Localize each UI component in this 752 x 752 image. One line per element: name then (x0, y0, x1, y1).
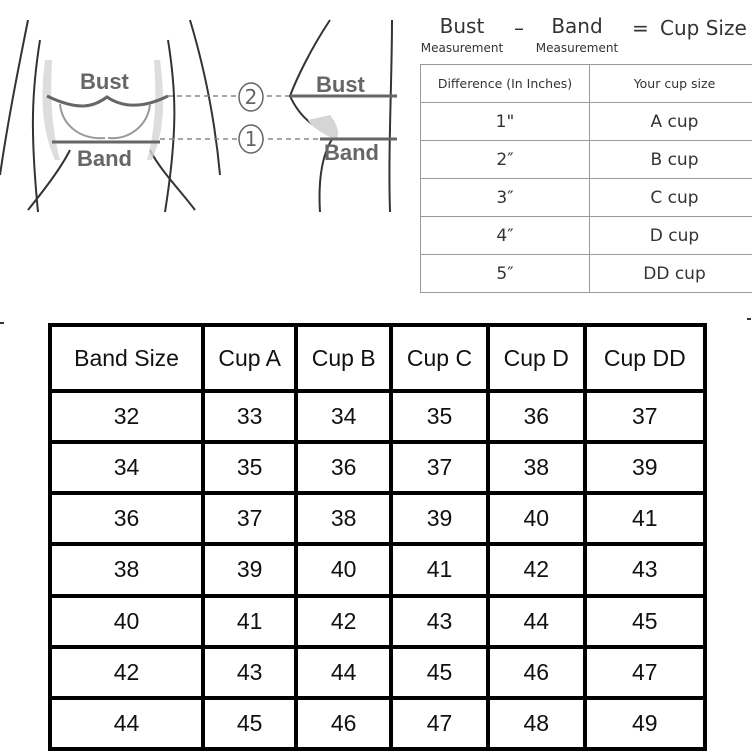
bust-cell: 42 (490, 546, 583, 593)
size-chart-row (52, 546, 703, 593)
band-size-cell: 40 (52, 598, 201, 645)
cup-cell: A cup (590, 103, 752, 141)
side-bust-label: Bust (316, 72, 365, 97)
formula-band (530, 14, 624, 55)
bust-cell: 46 (298, 700, 389, 747)
measurement-illustration (0, 0, 400, 215)
svg-text:2: 2 (244, 85, 258, 109)
formula-band-sub: Measurement (535, 41, 619, 55)
band-size-cell: 38 (52, 546, 201, 593)
bust-cell: 35 (205, 444, 294, 491)
cup-cell: DD cup (590, 255, 752, 293)
bust-cell: 41 (587, 495, 703, 542)
band-size-cell: 34 (52, 444, 201, 491)
bust-cell: 46 (490, 649, 583, 696)
bust-cell: 43 (393, 598, 486, 645)
size-chart-table (48, 323, 707, 751)
svg-text:1: 1 (244, 127, 258, 151)
difference-cell: 5″ (421, 255, 590, 293)
bust-cell: 42 (298, 598, 389, 645)
bust-cell: 39 (205, 546, 294, 593)
header-cup-c: Cup C (393, 327, 486, 389)
formula-bust-label: Bust (439, 14, 485, 38)
bust-cell: 39 (393, 495, 486, 542)
bust-cell: 37 (393, 444, 486, 491)
bust-cell: 38 (298, 495, 389, 542)
difference-row (421, 103, 752, 141)
left-edge-divider (0, 322, 4, 324)
bust-cell: 40 (298, 546, 389, 593)
bust-cell: 47 (393, 700, 486, 747)
bust-cell: 48 (490, 700, 583, 747)
size-chart-row (52, 649, 703, 696)
size-chart-row (52, 598, 703, 645)
band-size-cell: 42 (52, 649, 201, 696)
size-chart-row (52, 393, 703, 440)
difference-row (421, 179, 752, 217)
formula-result: Cup Size (660, 16, 747, 40)
formula-minus: – (514, 16, 524, 40)
bust-cell: 36 (490, 393, 583, 440)
difference-cell: 4″ (421, 217, 590, 255)
formula-equals: = (632, 16, 649, 40)
front-cup-curves (60, 104, 150, 138)
front-band-label: Band (77, 146, 132, 171)
size-chart-row (52, 700, 703, 747)
bust-cell: 41 (393, 546, 486, 593)
difference-row (421, 141, 752, 179)
difference-table-header (421, 65, 752, 103)
cup-cell: B cup (590, 141, 752, 179)
bust-cell: 38 (490, 444, 583, 491)
side-torso-outline (290, 20, 392, 212)
difference-cell: 1" (421, 103, 590, 141)
difference-cell: 2″ (421, 141, 590, 179)
difference-row (421, 255, 752, 293)
bust-cell: 41 (205, 598, 294, 645)
header-band-size: Band Size (52, 327, 201, 389)
band-size-cell: 32 (52, 393, 201, 440)
band-size-cell: 44 (52, 700, 201, 747)
bust-cell: 45 (393, 649, 486, 696)
bust-cell: 39 (587, 444, 703, 491)
bust-cell: 45 (205, 700, 294, 747)
bust-cell: 34 (298, 393, 389, 440)
header-cup-d: Cup D (490, 327, 583, 389)
difference-header-cell: Difference (In Inches) (421, 65, 590, 103)
size-chart-row (52, 495, 703, 542)
bust-cell: 33 (205, 393, 294, 440)
front-torso-outline (0, 20, 220, 212)
header-cup-b: Cup B (298, 327, 389, 389)
bust-cell: 43 (587, 546, 703, 593)
bust-cell: 37 (587, 393, 703, 440)
formula-band-label: Band (551, 14, 603, 38)
formula-bust-sub: Measurement (420, 41, 504, 55)
difference-row (421, 217, 752, 255)
side-shading (308, 115, 338, 140)
cup-size-header-cell: Your cup size (590, 65, 752, 103)
difference-table (420, 64, 752, 293)
bust-cell: 45 (587, 598, 703, 645)
bust-cell: 40 (490, 495, 583, 542)
bust-cell: 49 (587, 700, 703, 747)
right-edge-divider (747, 318, 751, 320)
bust-cell: 36 (298, 444, 389, 491)
marker-2 (239, 83, 263, 111)
difference-cell: 3″ (421, 179, 590, 217)
bust-cell: 44 (298, 649, 389, 696)
header-cup-a: Cup A (205, 327, 294, 389)
front-bust-label: Bust (80, 69, 129, 94)
side-band-label: Band (324, 140, 379, 165)
formula-bust (416, 14, 508, 55)
bust-cell: 35 (393, 393, 486, 440)
marker-1 (239, 125, 263, 153)
cup-cell: D cup (590, 217, 752, 255)
bust-cell: 37 (205, 495, 294, 542)
bust-cell: 47 (587, 649, 703, 696)
size-chart-header-row (52, 327, 703, 389)
header-cup-dd: Cup DD (587, 327, 703, 389)
bust-cell: 44 (490, 598, 583, 645)
size-chart-row (52, 444, 703, 491)
band-size-cell: 36 (52, 495, 201, 542)
bust-cell: 43 (205, 649, 294, 696)
cup-cell: C cup (590, 179, 752, 217)
